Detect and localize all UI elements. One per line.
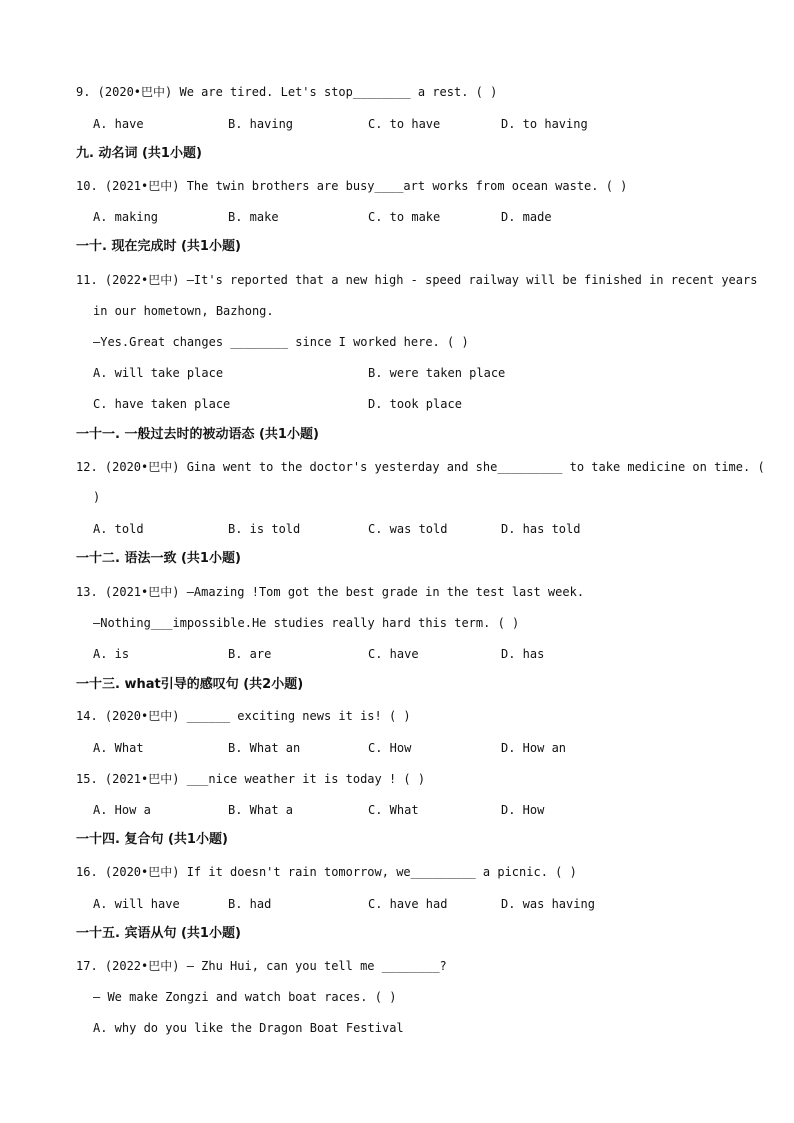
question-12-option-d[interactable]: D. has told bbox=[501, 522, 581, 536]
question-16-option-b[interactable]: B. had bbox=[228, 897, 272, 911]
question-17-stem-line-1: 17. (2022•巴中) — Zhu Hui, can you tell me ________? bbox=[76, 959, 447, 973]
section-heading-gerund: 九. 动名词 (共1小题) bbox=[76, 146, 202, 161]
question-9-option-d[interactable]: D. to having bbox=[501, 117, 588, 131]
question-12-stem-line-1: 12. (2020•巴中) Gina went to the doctor's yesterday and she_________ to take medicine on time. ( bbox=[76, 460, 765, 474]
question-12-option-a[interactable]: A. told bbox=[93, 522, 144, 536]
section-heading-exclamation: 一十三. what引导的感叹句 (共2小题) bbox=[76, 677, 304, 692]
question-14-option-c[interactable]: C. How bbox=[368, 741, 412, 755]
question-11-stem-line-1: 11. (2022•巴中) —It's reported that a new high - speed railway will be finished in recent years bbox=[76, 273, 758, 287]
question-10-option-b[interactable]: B. make bbox=[228, 210, 279, 224]
question-13-option-d[interactable]: D. has bbox=[501, 647, 545, 661]
question-14-option-a[interactable]: A. What bbox=[93, 741, 144, 755]
question-16-option-c[interactable]: C. have had bbox=[368, 897, 448, 911]
question-10-option-d[interactable]: D. made bbox=[501, 210, 552, 224]
question-17-option-a[interactable]: A. why do you like the Dragon Boat Festival bbox=[93, 1021, 404, 1035]
question-13-option-a[interactable]: A. is bbox=[93, 647, 130, 661]
question-16-option-a[interactable]: A. will have bbox=[93, 897, 180, 911]
question-9-option-a[interactable]: A. have bbox=[93, 117, 144, 131]
section-heading-present-perfect: 一十. 现在完成时 (共1小题) bbox=[76, 239, 241, 254]
question-16-stem: 16. (2020•巴中) If it doesn't rain tomorrow, we_________ a picnic. ( ) bbox=[76, 865, 577, 879]
question-9-stem: 9. (2020•巴中) We are tired. Let's stop________ a rest. ( ) bbox=[76, 85, 498, 99]
question-14-option-d[interactable]: D. How an bbox=[501, 741, 567, 755]
section-heading-object-clause: 一十五. 宾语从句 (共1小题) bbox=[76, 926, 241, 941]
question-13-option-b[interactable]: B. are bbox=[228, 647, 272, 661]
question-14-option-b[interactable]: B. What an bbox=[228, 741, 301, 755]
question-10-option-a[interactable]: A. making bbox=[93, 210, 159, 224]
question-16-option-d[interactable]: D. was having bbox=[501, 897, 595, 911]
question-15-option-c[interactable]: C. What bbox=[368, 803, 419, 817]
question-11-option-b[interactable]: B. were taken place bbox=[368, 366, 506, 380]
question-15-option-b[interactable]: B. What a bbox=[228, 803, 294, 817]
question-17-stem-line-2: — We make Zongzi and watch boat races. ( ) bbox=[93, 990, 397, 1004]
question-10-stem: 10. (2021•巴中) The twin brothers are busy____art works from ocean waste. ( ) bbox=[76, 179, 628, 193]
question-11-option-d[interactable]: D. took place bbox=[368, 397, 462, 411]
question-15-option-d[interactable]: D. How bbox=[501, 803, 545, 817]
question-11-stem-line-2: in our hometown, Bazhong. bbox=[93, 304, 274, 318]
question-13-stem-line-2: —Nothing___impossible.He studies really hard this term. ( ) bbox=[93, 616, 520, 630]
question-9-option-c[interactable]: C. to have bbox=[368, 117, 441, 131]
question-15-stem: 15. (2021•巴中) ___nice weather it is today ! ( ) bbox=[76, 772, 426, 786]
section-heading-compound-sentence: 一十四. 复合句 (共1小题) bbox=[76, 832, 228, 847]
question-13-stem-line-1: 13. (2021•巴中) —Amazing !Tom got the best grade in the test last week. bbox=[76, 585, 585, 599]
question-10-option-c[interactable]: C. to make bbox=[368, 210, 441, 224]
question-13-option-c[interactable]: C. have bbox=[368, 647, 419, 661]
question-12-option-c[interactable]: C. was told bbox=[368, 522, 448, 536]
question-12-option-b[interactable]: B. is told bbox=[228, 522, 301, 536]
section-heading-past-passive: 一十一. 一般过去时的被动语态 (共1小题) bbox=[76, 427, 319, 442]
question-15-option-a[interactable]: A. How a bbox=[93, 803, 151, 817]
question-11-stem-line-3: —Yes.Great changes ________ since I worked here. ( ) bbox=[93, 335, 469, 349]
question-9-option-b[interactable]: B. having bbox=[228, 117, 294, 131]
question-11-option-a[interactable]: A. will take place bbox=[93, 366, 224, 380]
question-12-stem-line-2: ) bbox=[93, 490, 101, 504]
section-heading-agreement: 一十二. 语法一致 (共1小题) bbox=[76, 551, 241, 566]
question-14-stem: 14. (2020•巴中) ______ exciting news it is! ( ) bbox=[76, 709, 411, 723]
question-11-option-c[interactable]: C. have taken place bbox=[93, 397, 231, 411]
